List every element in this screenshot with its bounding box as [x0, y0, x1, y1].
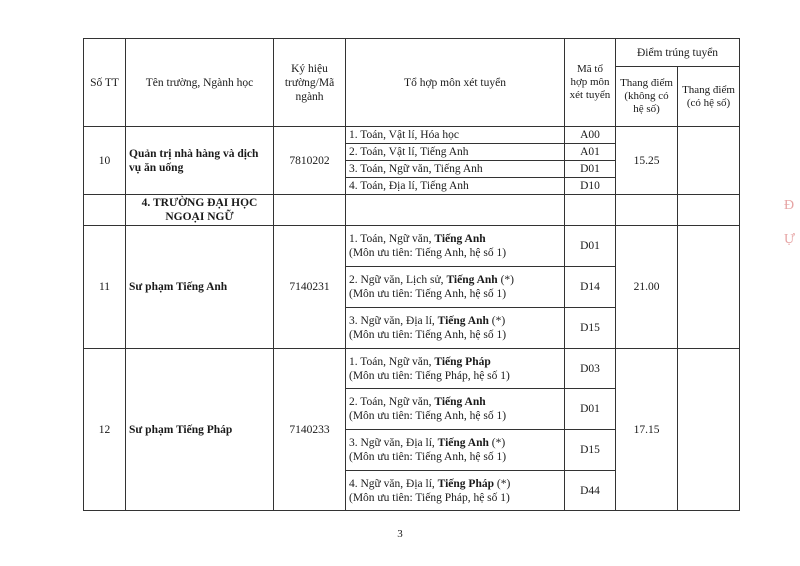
combo-cell	[346, 127, 565, 144]
table-row	[84, 226, 740, 267]
header-ma-to-hop: Mã tổ hợp môn xét tuyển	[565, 39, 616, 127]
header-stt: Số TT	[84, 39, 126, 127]
combo-subjects	[349, 314, 561, 328]
combo-mark: (*)	[488, 437, 506, 449]
combo-note: (Môn ưu tiên: Tiếng Pháp, hệ số 1)	[349, 369, 510, 382]
row-name: Sư phạm Tiếng Pháp	[126, 349, 274, 511]
combo-plain: 1. Toán, Vật lí, Hóa học	[349, 129, 459, 141]
combo-plain: 3. Ngữ văn, Địa lí,	[349, 437, 438, 449]
combo-cell	[346, 178, 565, 195]
header-truong: Tên trường, Ngành học	[126, 39, 274, 127]
combo-code: A01	[565, 144, 616, 161]
combo-code: D15	[565, 430, 616, 471]
combo-priority-subject: Tiếng Anh	[434, 233, 486, 245]
combo-note: (Môn ưu tiên: Tiếng Anh, hệ số 1)	[349, 329, 507, 341]
row-code: 7140233	[274, 349, 346, 511]
combo-subjects	[349, 145, 561, 159]
row-name: Quản trị nhà hàng và dịch vụ ăn uống	[126, 127, 274, 195]
combo-cell	[346, 308, 565, 349]
header-thang-co: Thang điểm (có hệ số)	[678, 67, 740, 127]
combo-priority-subject: Tiếng Anh	[434, 396, 486, 408]
section-row	[84, 195, 740, 226]
score-with-coef	[678, 349, 740, 511]
table-row	[84, 349, 740, 389]
combo-code: D01	[565, 226, 616, 267]
combo-cell	[346, 389, 565, 430]
combo-cell	[346, 144, 565, 161]
row-name: Sư phạm Tiếng Anh	[126, 226, 274, 349]
row-stt: 12	[84, 349, 126, 511]
combo-note: (Môn ưu tiên: Tiếng Anh, hệ số 1)	[349, 451, 507, 463]
combo-subjects	[349, 179, 561, 193]
combo-plain: 1. Toán, Ngữ văn,	[349, 355, 435, 368]
combo-cell	[346, 471, 565, 511]
score-with-coef	[678, 127, 740, 195]
combo-subjects	[349, 395, 561, 409]
combo-note: (Môn ưu tiên: Tiếng Anh, hệ số 1)	[349, 247, 507, 259]
combo-cell	[346, 430, 565, 471]
section-empty	[565, 195, 616, 226]
header-ma-nganh: Ký hiệu trường/Mã ngành	[274, 39, 346, 127]
combo-cell	[346, 267, 565, 308]
header-diem: Điểm trúng tuyển	[616, 39, 740, 67]
combo-code: D01	[565, 161, 616, 178]
combo-plain: 2. Toán, Ngữ văn,	[349, 396, 435, 408]
combo-cell	[346, 349, 565, 389]
section-empty	[616, 195, 678, 226]
combo-priority-subject: Tiếng Anh	[437, 437, 489, 449]
combo-code: D14	[565, 267, 616, 308]
score-no-coef: 21.00	[616, 226, 678, 349]
combo-code: D15	[565, 308, 616, 349]
section-empty	[346, 195, 565, 226]
combo-plain: 2. Toán, Vật lí, Tiếng Anh	[349, 146, 469, 158]
combo-cell	[346, 226, 565, 267]
combo-code: D44	[565, 471, 616, 511]
combo-plain: 2. Ngữ văn, Lịch sử,	[349, 274, 447, 286]
combo-subjects	[349, 273, 561, 287]
combo-subjects	[349, 436, 561, 450]
stamp-mark: Ự	[784, 232, 795, 247]
table-body	[84, 127, 740, 511]
row-stt: 10	[84, 127, 126, 195]
combo-subjects	[349, 162, 561, 176]
header-to-hop: Tổ hợp môn xét tuyển	[346, 39, 565, 127]
combo-cell	[346, 161, 565, 178]
combo-note: (Môn ưu tiên: Tiếng Anh, hệ số 1)	[349, 410, 507, 422]
combo-subjects	[349, 232, 561, 246]
score-no-coef: 17.15	[616, 349, 678, 511]
combo-plain: 3. Toán, Ngữ văn, Tiếng Anh	[349, 163, 483, 175]
combo-plain: 3. Ngữ văn, Địa lí,	[349, 315, 438, 327]
combo-priority-subject: Tiếng Pháp	[434, 355, 491, 368]
combo-plain: 4. Toán, Địa lí, Tiếng Anh	[349, 180, 469, 192]
score-with-coef	[678, 226, 740, 349]
table-row	[84, 127, 740, 144]
section-empty	[84, 195, 126, 226]
row-code: 7140231	[274, 226, 346, 349]
combo-code: D03	[565, 349, 616, 389]
combo-mark: (*)	[494, 477, 511, 490]
combo-priority-subject: Tiếng Anh	[437, 315, 489, 327]
combo-priority-subject: Tiếng Anh	[446, 274, 498, 286]
combo-subjects	[349, 128, 561, 142]
section-empty	[678, 195, 740, 226]
combo-code: A00	[565, 127, 616, 144]
combo-mark: (*)	[488, 315, 506, 327]
combo-subjects	[349, 355, 561, 369]
score-no-coef: 15.25	[616, 127, 678, 195]
combo-plain: 4. Ngữ văn, Địa lí,	[349, 477, 438, 490]
page-number: 3	[397, 528, 403, 540]
combo-plain: 1. Toán, Ngữ văn,	[349, 233, 435, 245]
section-empty	[274, 195, 346, 226]
combo-code: D01	[565, 389, 616, 430]
header-thang-khong: Thang điểm (không có hệ số)	[616, 67, 678, 127]
row-stt: 11	[84, 226, 126, 349]
combo-note: (Môn ưu tiên: Tiếng Anh, hệ số 1)	[349, 288, 507, 300]
admission-table	[83, 38, 740, 511]
stamp-mark: Đ	[784, 198, 795, 213]
combo-priority-subject: Tiếng Pháp	[437, 477, 494, 490]
section-title: 4. TRƯỜNG ĐẠI HỌC NGOẠI NGỮ	[126, 195, 274, 226]
combo-subjects	[349, 477, 561, 491]
row-code: 7810202	[274, 127, 346, 195]
combo-mark: (*)	[497, 274, 514, 286]
combo-code: D10	[565, 178, 616, 195]
combo-note: (Môn ưu tiên: Tiếng Pháp, hệ số 1)	[349, 491, 510, 504]
